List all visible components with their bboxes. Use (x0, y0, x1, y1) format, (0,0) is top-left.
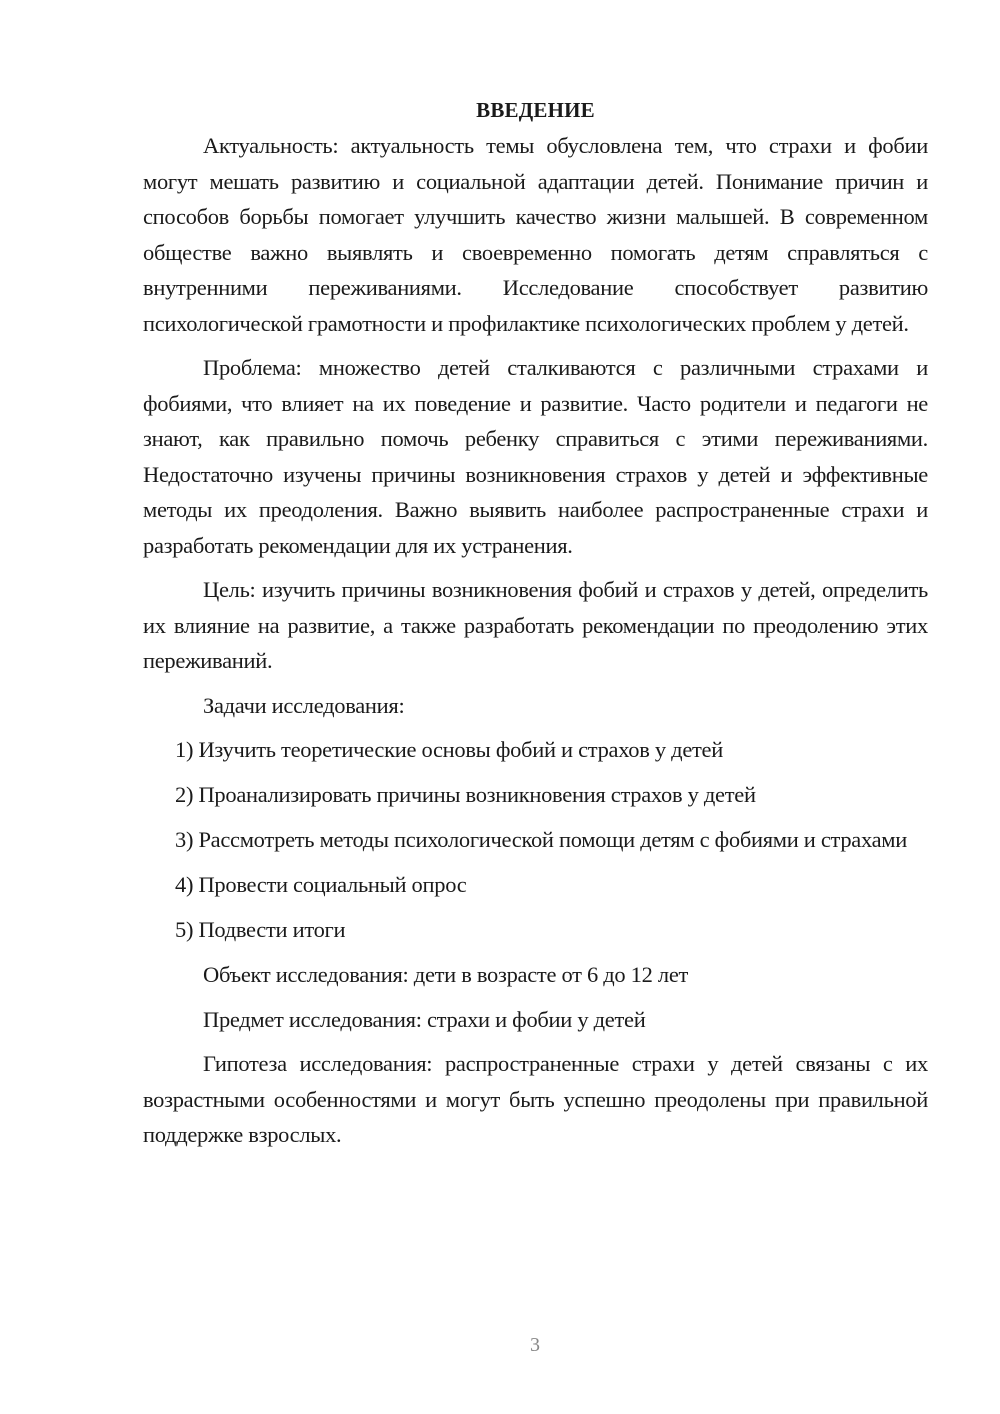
page-number: 3 (530, 1334, 540, 1356)
task-item: 5) Подвести итоги (175, 917, 346, 942)
tasks-heading: Задачи исследования: (203, 692, 405, 718)
problem-paragraph: Проблема: множество детей сталкиваются с различными страхами и фобиями, что влияет на их поведение и развитие. Часто родители и педагоги не знают, как правильно помочь ребенку справиться с этими переживаниями. Недостаточно изучены причины возникновения страхов у детей и эффективные методы их преодоления. Важно выявить наиболее распространенные страхи и разработать рекомендации для их устранения. (143, 355, 928, 558)
tasks-list (143, 732, 928, 948)
object-paragraph: Объект исследования: дети в возрасте от 6 до 12 лет (203, 962, 689, 987)
goal-paragraph: Цель: изучить причины возникновения фобий и страхов у детей, определить их влияние на развитие, а также разработать рекомендации по преодолению этих переживаний. (143, 577, 928, 673)
relevance-paragraph: Актуальность: актуальность темы обусловлена тем, что страхи и фобии могут мешать развитию и социальной адаптации детей. Понимание причин и способов борьбы помогает улучшить качество жизни малышей. В современном обществе важно выявлять и своевременно помогать детям справляться с внутренними переживаниями. Исследование способствует развитию психологической грамотности и профилактике психологических проблем у детей. (143, 133, 928, 336)
task-item: 4) Провести социальный опрос (175, 872, 467, 897)
page-title: ВВЕДЕНИЕ (476, 98, 595, 122)
task-item: 2) Проанализировать причины возникновения страхов у детей (175, 782, 756, 807)
hypothesis-paragraph: Гипотеза исследования: распространенные страхи у детей связаны с их возрастными особенностями и могут быть успешно преодолены при правильной поддержке взрослых. (143, 1051, 928, 1147)
task-item: 3) Рассмотреть методы психологической помощи детям с фобиями и страхами (175, 827, 907, 852)
task-item: 1) Изучить теоретические основы фобий и страхов у детей (175, 737, 723, 762)
document-page (143, 92, 928, 1162)
subject-paragraph: Предмет исследования: страхи и фобии у детей (203, 1006, 646, 1032)
